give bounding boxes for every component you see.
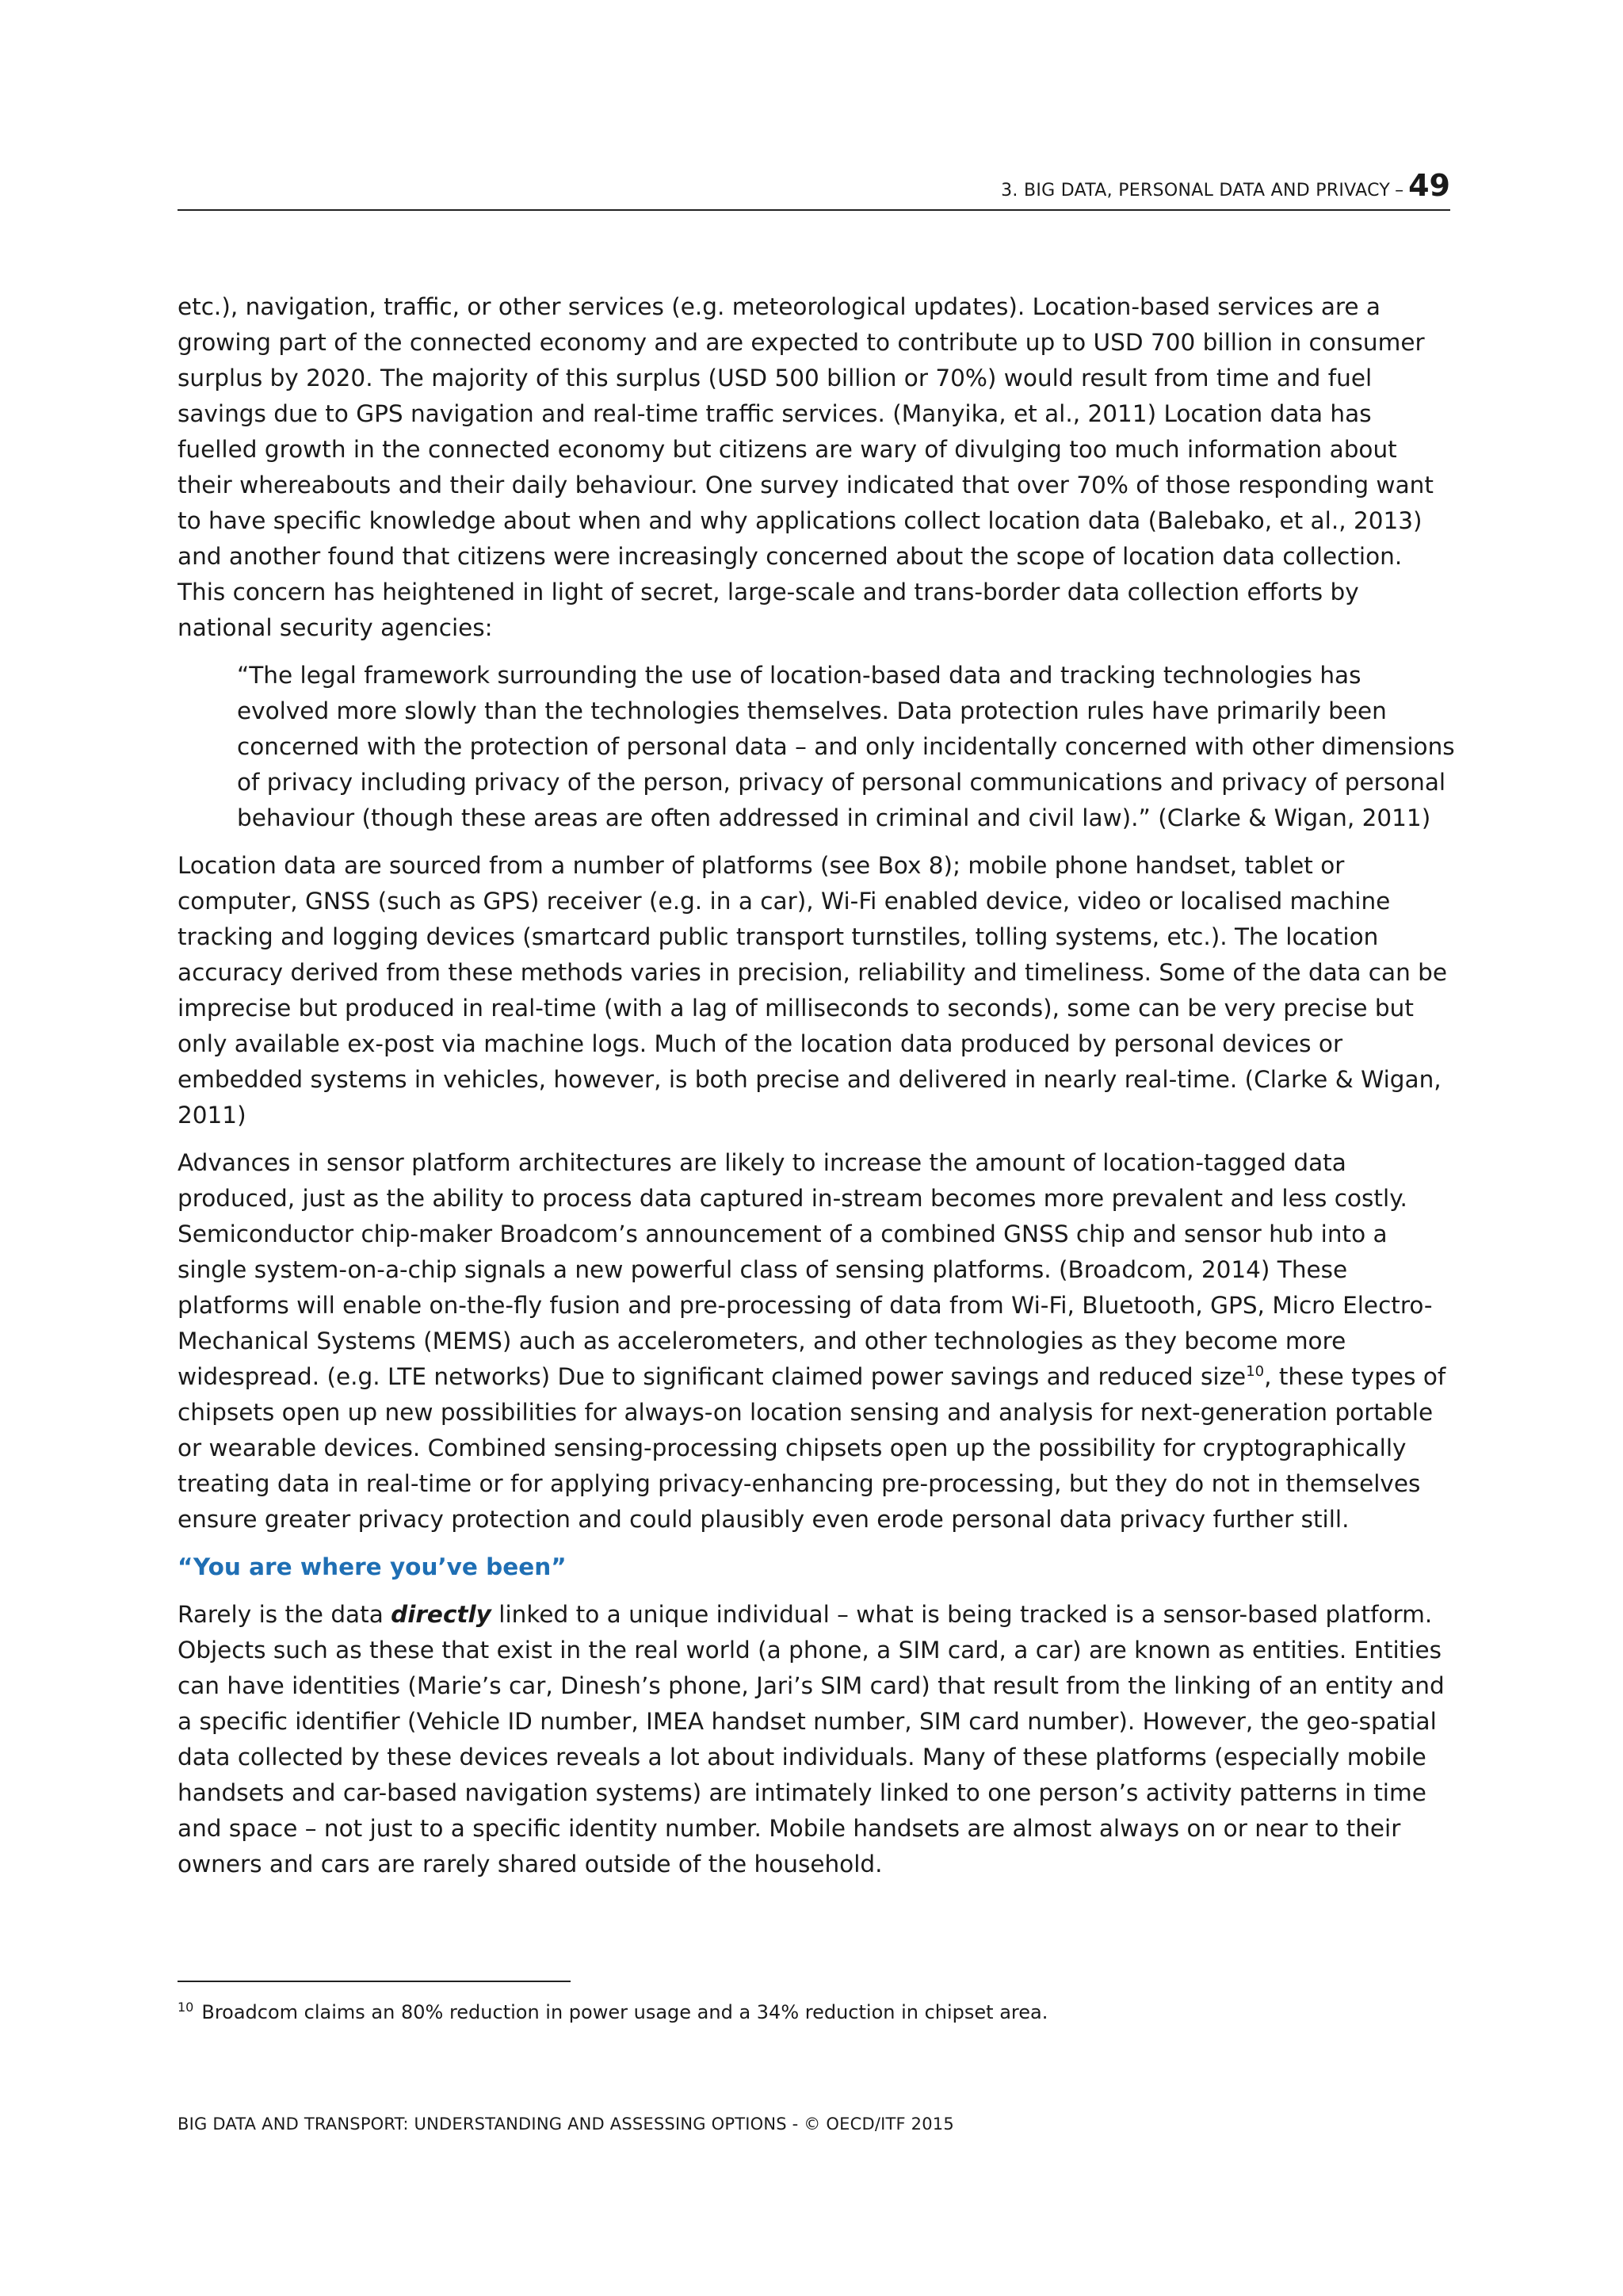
paragraph-entities	[178, 1597, 1455, 1882]
footnote-divider	[178, 1981, 571, 1982]
footnote-text: Broadcom claims an 80% reduction in power usage and a 34% reduction in chipset area.	[201, 2001, 1048, 2023]
running-header	[178, 168, 1450, 211]
paragraph-sensor-platforms-text-1: Advances in sensor platform architectures are likely to increase the amount of location-tagged data produced, just as the ability to process data captured in-stream becomes more prevalent and less costly. Semiconductor chip-maker Broadcom’s announcement of a combined GNSS chip and sensor hub into a single system-on-a-chip signals a new powerful class of sensing platforms. (Broadcom, 2014) These platforms will enable on-the-fly fusion and pre-processing of data from Wi-Fi, Bluetooth, GPS, Micro Electro-Mechanical Systems (MEMS) auch as accelerometers, and other technologies as they become more widespread. (e.g. LTE networks) Due to significant claimed power savings and reduced size	[178, 1149, 1433, 1390]
footnote	[178, 2000, 1048, 2024]
paragraph-entities-text-2: linked to a unique individual – what is being tracked is a sensor-based platform. Objects such as these that exist in the real world (a phone, a SIM card, a car) are known as entities. Entities can have identities (Marie’s car, Dinesh’s phone, Jari’s SIM card) that result from the linking of an entity and a specific identifier (Vehicle ID number, IMEA handset number, SIM card number). However, the geo-spatial data collected by these devices reveals a lot about individuals. Many of these platforms (especially mobile handsets and car-based navigation systems) are intimately linked to one person’s activity patterns in time and space – not just to a specific identity number. Mobile handsets are almost always on or near to their owners and cars are rarely shared outside of the household.	[178, 1601, 1445, 1878]
paragraph-sensor-platforms	[178, 1145, 1455, 1538]
block-quote: “The legal framework surrounding the use of location-based data and tracking technologies has evolved more slowly than the technologies themselves. Data protection rules have primarily been concerned with the protection of personal data – and only incidentally concerned with other dimensions of privacy including privacy of the person, privacy of personal communications and privacy of personal behaviour (though these areas are often addressed in criminal and civil law).” (Clarke & Wigan, 2011)	[237, 662, 1455, 831]
footnote-reference[interactable]: 10	[1246, 1363, 1265, 1381]
body-text	[178, 289, 1455, 1894]
paragraph-entities-text-1: Rarely is the data	[178, 1601, 391, 1628]
header-dash: –	[1395, 181, 1404, 201]
paragraph-sensor-platforms-text-2: , these types of chipsets open up new possibilities for always-on location sensing and analysis for next-generation portable or wearable devices. Combined sensing-processing chipsets open up the possibility for cryptographically treating data in real-time or for applying privacy-enhancing pre-processing, but they do not in themselves ensure greater privacy protection and could plausibly even erode personal data privacy further still.	[178, 1363, 1446, 1533]
paragraph-location-sources: Location data are sourced from a number of platforms (see Box 8); mobile phone handset, tablet or computer, GNSS (such as GPS) receiver (e.g. in a car), Wi-Fi enabled device, video or localised machine tracking and logging devices (smartcard public transport turnstiles, tolling systems, etc.). The location accuracy derived from these methods varies in precision, reliability and timeliness. Some of the data can be imprecise but produced in real-time (with a lag of milliseconds to seconds), some can be very precise but only available ex-post via machine logs. Much of the location data produced by personal devices or embedded systems in vehicles, however, is both precise and delivered in nearly real-time. (Clarke & Wigan, 2011)	[178, 852, 1448, 1129]
page-number: 49	[1408, 168, 1450, 203]
footnote-number: 10	[178, 2000, 194, 2015]
header-section-title: 3. BIG DATA, PERSONAL DATA AND PRIVACY	[1001, 181, 1391, 201]
running-footer: BIG DATA AND TRANSPORT: UNDERSTANDING AND ASSESSING OPTIONS - © OECD/ITF 2015	[178, 2115, 954, 2134]
paragraph-location-services: etc.), navigation, traffic, or other services (e.g. meteorological updates). Location-based services are a growing part of the connected economy and are expected to contribute up to USD 700 billion in consumer surplus by 2020. The majority of this surplus (USD 500 billion or 70%) would result from time and fuel savings due to GPS navigation and real-time traffic services. (Manyika, et al., 2011) Location data has fuelled growth in the connected economy but citizens are wary of divulging too much information about their whereabouts and their daily behaviour. One survey indicated that over 70% of those responding want to have specific knowledge about when and why applications collect location data (Balebako, et al., 2013) and another found that citizens were increasingly concerned about the scope of location data collection. This concern has heightened in light of secret, large-scale and trans-border data collection efforts by national security agencies:	[178, 293, 1434, 641]
section-subheading: “You are where you’ve been”	[178, 1553, 567, 1580]
emphasis-directly: directly	[391, 1601, 491, 1628]
